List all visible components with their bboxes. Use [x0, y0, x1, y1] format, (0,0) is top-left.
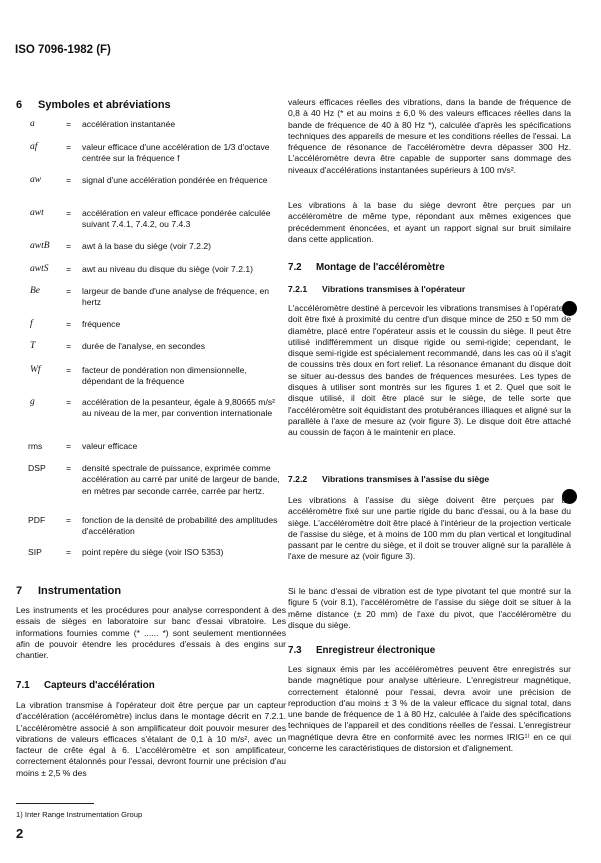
- symbol-description: densité spectrale de puissance, exprimée comme accélération au carré par unité de largeur de bande, en mètres par seconde carrée, carrée par hertz.: [82, 463, 280, 496]
- section-7-2-2-paragraph-2: Si le banc d'essai de vibration est de type pivotant tel que montré sur la figure 5 (voir 8.1), l'accéléromètre de l'assise du siège doit se situer à la même distance (± 20 mm) de l'axe du pivot, que l'accéléromètre du disque du siège.: [288, 586, 571, 630]
- section-7-heading: [16, 585, 121, 597]
- footnote-divider: [16, 803, 94, 804]
- section-number: 7.2.2: [288, 474, 308, 484]
- symbol: af: [30, 142, 38, 152]
- symbol-description: valeur efficace d'une accélération de 1/3 d'octave centrée sur la fréquence f: [82, 142, 270, 164]
- symbol: SIP: [28, 547, 42, 557]
- equals-sign: =: [66, 365, 72, 375]
- section-7-2-2-paragraph: Les vibrations à l'assise du siège doivent être perçues par un accéléromètre fixé sur une partie rigide du banc d'essai, ou à la base du siège. L'accéléromètre doit être placé à l'intérieur de la projection verticale de l'assise du siège, et à moins de 100 mm du plan vertical et longitudinal passant par le centre du siège, et il doit se trouver aligné sur la parallèle à l'axe de mesure az (voir figure 3).: [288, 495, 571, 562]
- equals-sign: =: [66, 142, 72, 152]
- symbol: a: [30, 119, 35, 129]
- section-number: 6: [16, 99, 23, 111]
- section-number: 7.1: [16, 680, 30, 691]
- symbol-description: signal d'une accélération pondérée en fréquence: [82, 175, 268, 185]
- symbol: Wf: [30, 365, 41, 375]
- equals-sign: =: [66, 319, 72, 329]
- symbol-description: fonction de la densité de probabilité des amplitudes d'accélération: [82, 515, 278, 537]
- section-7-2-1-heading: [288, 284, 465, 294]
- symbol: aw: [30, 175, 42, 185]
- symbol: f: [30, 319, 33, 329]
- equals-sign: =: [66, 341, 72, 351]
- page-number: 2: [16, 826, 24, 841]
- section-title: Capteurs d'accélération: [44, 680, 155, 691]
- section-title: Enregistreur électronique: [316, 645, 436, 656]
- symbol: DSP: [28, 463, 46, 473]
- section-6-heading: [16, 99, 171, 111]
- section-7-1-heading: [16, 680, 155, 691]
- section-7-2-2-heading: [288, 474, 489, 484]
- section-number: 7: [16, 585, 23, 597]
- accelerometer-precision-paragraph: valeurs efficaces réelles des vibrations, dans la bande de fréquence de 0,8 à 40 Hz (* et au moins ± 6,0 % des valeurs efficaces réelles dans la bande de fréquence de 40 à 80 Hz *), calculée d'après les spécifications techniques des appareils de mesure et les conditions réelles de l'essai. La fréquence de résonance de l'accéléromètre devra dépasser 300 Hz. L'accéléromètre devra être capable de supporter sans dommage des niveaux d'accélérations instantanées supérieurs à 100 m/s².: [288, 97, 571, 175]
- equals-sign: =: [66, 515, 72, 525]
- symbol-description: accélération de la pesanteur, égale à 9,80665 m/s² au niveau de la mer, par convention internationale: [82, 397, 276, 419]
- symbol-description: accélération instantanée: [82, 119, 176, 129]
- section-number: 7.3: [288, 645, 302, 656]
- equals-sign: =: [66, 175, 72, 185]
- seat-base-paragraph: Les vibrations à la base du siège devront être perçues par un accéléromètre de même type, répondant aux mêmes exigences que précédemment énoncées, et ayant un rapport signal sur bruit similaire dans cette application.: [288, 200, 571, 244]
- equals-sign: =: [66, 264, 72, 274]
- symbol: T: [30, 341, 36, 351]
- symbol-description: fréquence: [82, 319, 121, 329]
- symbol-description: accélération en valeur efficace pondérée calculée suivant 7.4.1, 7.4.2, ou 7.4.3: [82, 208, 271, 230]
- document-header: ISO 7096-1982 (F): [15, 44, 111, 56]
- equals-sign: =: [66, 286, 72, 296]
- equals-sign: =: [66, 463, 72, 473]
- section-7-3-heading: [288, 645, 435, 656]
- symbol: Be: [30, 286, 41, 296]
- symbol: awt: [30, 208, 44, 218]
- symbol-description: facteur de pondération non dimensionnelle, dépendant de la fréquence: [82, 365, 247, 387]
- symbol-description: largeur de bande d'une analyse de fréquence, en hertz: [82, 286, 270, 308]
- section-7-2-1-paragraph: L'accéléromètre destiné à percevoir les vibrations transmises à l'opérateur doit être fixé à proximité du centre d'un disque mince de 250 ± 50 mm de diamètre, placé entre l'opérateur assis et le coussin du siège. Il peut être utilisé indifféremment un disque rigide ou semi-rigide; cependant, le disque semi-rigide est spécialement recommandé, dans les cas où il s'agit de coussins très doux en fort relief. La résonance émanant du disque doit se situer au-dessus des bandes de fréquences mesurées. Les types de disques à utiliser sont montrés sur les figures 1 et 2. Quel que soit le disque utilisé, il doit être placé sur le siège, de telle sorte que l'accéléromètre soit équidistant des protubérances illiaques et aligné sur la parallèle à l'axe de mesure az (voir figure 3). Le disque doit être attaché au coussin de façon à le maintenir en place.: [288, 303, 572, 438]
- section-number: 7.2.1: [288, 284, 308, 294]
- symbol: g: [30, 397, 35, 407]
- section-title: Symboles et abréviations: [38, 99, 171, 111]
- symbol-description: durée de l'analyse, en secondes: [82, 341, 205, 351]
- equals-sign: =: [66, 208, 72, 218]
- symbol: awtB: [30, 241, 50, 251]
- equals-sign: =: [66, 547, 72, 557]
- footnote: 1) Inter Range Instrumentation Group: [16, 810, 143, 819]
- section-title: Vibrations transmises à l'assise du siège: [322, 474, 490, 484]
- symbol-description: awt à la base du siège (voir 7.2.2): [82, 241, 211, 251]
- section-number: 7.2: [288, 262, 302, 273]
- symbol-description: valeur efficace: [82, 441, 138, 451]
- section-7-3-paragraph: Les signaux émis par les accéléromètres peuvent être enregistrés sur bande magnétique pour analyse ultérieure. L'enregistreur magnétique, correctement étalonné pour l'essai, devra avoir une précision de reproduction d'au moins ± 3 % de la valeur efficace du signal total, dans une bande de fréquence de 1 à 80 Hz, calculée à l'aide des spécifications techniques de l'appareil et des conditions réelles de l'essai. L'enregistreur magnétique devra être en conformité avec les normes IRIG¹⁾ en ce qui concerne les caractéristiques de distorsion et d'alignement.: [288, 664, 571, 754]
- symbol-description: point repère du siège (voir ISO 5353): [82, 547, 224, 557]
- section-title: Instrumentation: [38, 585, 122, 597]
- section-7-2-heading: [288, 262, 445, 273]
- symbol: PDF: [28, 515, 46, 525]
- equals-sign: =: [66, 119, 72, 129]
- section-7-paragraph: Les instruments et les procédures pour analyse correspondent à des essais de sièges en laboratoire sur banc d'essai vibratoire. Les informations fournies comme (* ...... *) sont seulement mentionnées afin de pouvoir étendre les procédures d'essais à des engins sur chantier.: [16, 605, 286, 661]
- section-title: Montage de l'accéléromètre: [316, 262, 445, 273]
- section-title: Vibrations transmises à l'opérateur: [322, 284, 466, 294]
- equals-sign: =: [66, 441, 72, 451]
- symbol-description: awt au niveau du disque du siège (voir 7.2.1): [82, 264, 254, 274]
- equals-sign: =: [66, 397, 72, 407]
- symbol: awtS: [30, 264, 49, 274]
- symbol: rms: [28, 441, 43, 451]
- equals-sign: =: [66, 241, 72, 251]
- section-7-1-paragraph: La vibration transmise à l'opérateur doit être perçue par un capteur d'accélération (accéléromètre) inclus dans le montage décrit en 7.2.1. L'accéléromètre associé à son amplificateur doit pouvoir mesurer des vibrations de valeurs efficaces s'étalant de 0,1 à 10 m/s², avec un facteur de crête égal à 6. L'accéléromètre et son amplificateur, correctement étalonnés pour l'essai, devront fournir une précision d'au moins ± 2,5 % des: [16, 700, 286, 778]
